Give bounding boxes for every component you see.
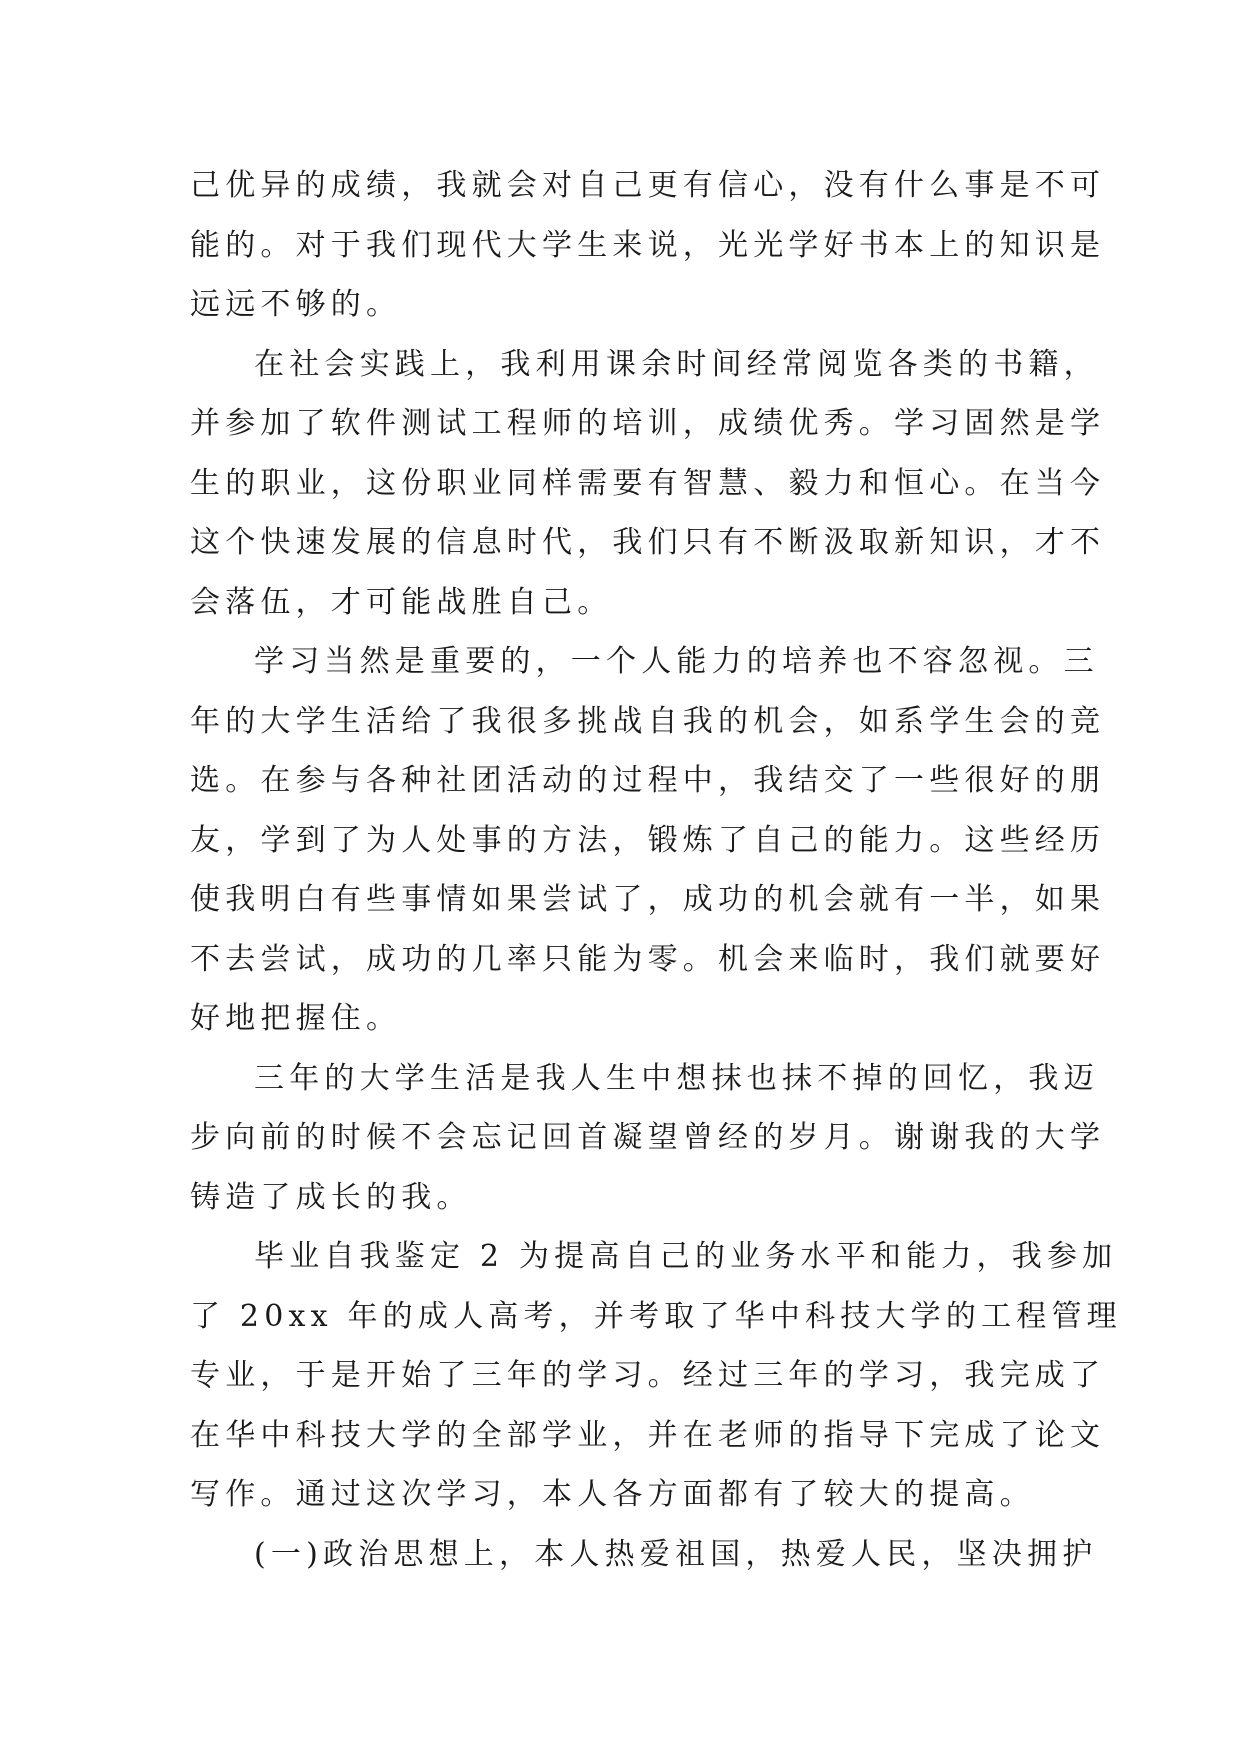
text-line: 己优异的成绩，我就会对自己更有信心，没有什么事是不可 [190, 168, 1106, 203]
paragraph [190, 1227, 1122, 1525]
text-line: 年的大学生活给了我很多挑战自我的机会，如系学生会的竞 [190, 703, 1106, 739]
text-line: 生的职业，这份职业同样需要有智慧、毅力和恒心。在当今 [190, 465, 1106, 501]
text-line: 毕业自我鉴定 2 为提高自己的业务水平和能力，我参加 [254, 1239, 1118, 1274]
paragraph [190, 335, 1106, 633]
text-line: 选。在参与各种社团活动的过程中，我结交了一些很好的朋 [190, 763, 1106, 798]
text-line: 三年的大学生活是我人生中想抹也抹不掉的回忆，我迈 [254, 1060, 1099, 1096]
text-line: 步向前的时候不会忘记回首凝望曾经的岁月。谢谢我的大学 [190, 1120, 1106, 1155]
text-line: 了 20xx 年的成人高考，并考取了华中科技大学的工程管理 [190, 1298, 1122, 1334]
text-line: 不去尝试，成功的几率只能为零。机会来临时，我们就要好 [190, 941, 1106, 977]
text-line: 使我明白有些事情如果尝试了，成功的机会就有一半，如果 [190, 882, 1106, 917]
paragraph [190, 1525, 1098, 1585]
text-line: 在社会实践上，我利用课余时间经常阅览各类的书籍， [254, 346, 1099, 382]
paragraph [190, 632, 1106, 1049]
text-line: 友，学到了为人处事的方法，锻炼了自己的能力。这些经历 [190, 822, 1106, 858]
text-line: 并参加了软件测试工程师的培训，成绩优秀。学习固然是学 [190, 406, 1106, 441]
text-line: 专业，于是开始了三年的学习。经过三年的学习，我完成了 [190, 1358, 1106, 1393]
text-line: (一)政治思想上，本人热爱祖国，热爱人民，坚决拥护 [254, 1536, 1098, 1572]
text-line: 远远不够的。 [190, 287, 402, 322]
text-line: 能的。对于我们现代大学生来说，光光学好书本上的知识是 [190, 227, 1106, 263]
text-line: 会落伍，才可能战胜自己。 [190, 584, 613, 620]
text-line: 铸造了成长的我。 [190, 1179, 472, 1215]
text-line: 在华中科技大学的全部学业，并在老师的指导下完成了论文 [190, 1417, 1106, 1453]
text-line: 好地把握住。 [190, 1001, 402, 1036]
text-line: 写作。通过这次学习，本人各方面都有了较大的提高。 [190, 1477, 1035, 1512]
text-line: 学习当然是重要的，一个人能力的培养也不容忽视。三 [254, 644, 1099, 679]
text-line: 这个快速发展的信息时代，我们只有不断汲取新知识，才不 [190, 525, 1106, 560]
paragraph [190, 156, 1106, 335]
paragraph [190, 1049, 1106, 1228]
document-body [190, 156, 1122, 1584]
